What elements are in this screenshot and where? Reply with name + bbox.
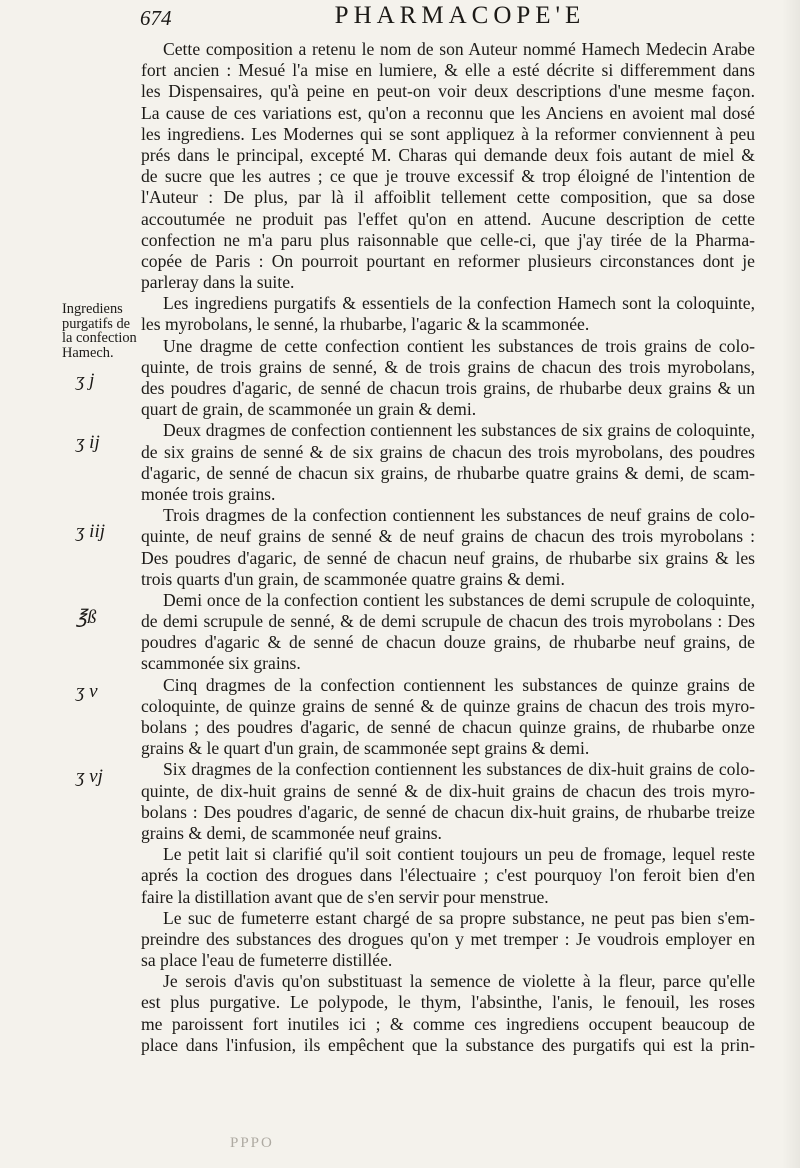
text-line: quart de grain, de scammonée un grain & demi. <box>141 399 477 420</box>
margin-note-line: purgatifs de <box>62 315 131 332</box>
faint-bleedthrough-text: PPPO <box>230 1135 274 1151</box>
text-line: monée trois grains. <box>141 483 276 504</box>
text-line: confection ne m'a paru plus raisonnable que celle-ci, que j'ay tirée de la Pharma- <box>141 229 755 250</box>
margin-note-line: Hamech. <box>62 344 114 361</box>
dose-marker: ʒ j <box>76 370 95 391</box>
dose-marker: ʒ ij <box>76 432 100 453</box>
text-line: bolans : Des poudres d'agaric, de senné de chacun dix-huit grains, de rhubarbe treize <box>141 801 755 822</box>
text-line: La cause de ces variations est, qu'on a reconnu que les Anciens en avoient mal dosé <box>141 102 755 123</box>
text-line: des poudres d'agaric, de senné de chacun trois grains, de rhubarbe deux grains & un <box>141 378 755 398</box>
dose-marker: ʒ iij <box>76 521 106 542</box>
text-line: les ingrediens. Les Modernes qui se sont appliquez à la reformer conviennent à peu <box>141 123 755 144</box>
text-line: parleray dans la suite. <box>141 272 295 293</box>
text-line: scammonée six grains. <box>141 653 301 674</box>
text-line: fort ancien : Mesué l'a mise en lumiere, & elle a esté décrite si differemment dans <box>141 60 755 81</box>
text-line: Les ingrediens purgatifs & essentiels de la confection Hamech sont la coloquinte, <box>163 293 755 314</box>
dose-marker: ʒ vj <box>76 766 103 787</box>
text-line: prés dans le principal, excepté M. Charas qui demande deux fois autant de miel & <box>141 144 755 165</box>
text-line: trois quarts d'un grain, de scammonée quatre grains & demi. <box>141 568 565 589</box>
text-line: quinte, de dix-huit grains de senné & de dix-huit grains de chacun des trois myro- <box>141 780 755 801</box>
text-line: Six dragmes de la confection contiennent les substances de dix-huit grains de colo- <box>163 759 755 780</box>
text-line: de six grains de senné & de six grains de chacun des trois myrobolans, des poudres <box>141 441 755 462</box>
text-line: les Dispensaires, qu'à peine en peut-on voir deux descriptions d'une mesme façon. <box>141 81 755 102</box>
text-line: grains & demi, de scammonée neuf grains. <box>141 822 442 843</box>
text-line: d'agaric, de senné de chacun six grains, de rhubarbe quatre grains & demi, de scam- <box>141 462 755 483</box>
text-line: quinte, de trois grains de senné, & de trois grains de chacun des trois myrobolans, <box>141 356 755 377</box>
text-line: preindre des substances des drogues qu'on y met tremper : Je voudrois employer en <box>141 928 755 949</box>
text-line: sa place l'eau de fumeterre distillée. <box>141 950 393 971</box>
text-line: l'Auteur : De plus, par là il affoiblit tellement cette composition, que sa dose <box>141 187 755 208</box>
text-line: Demi once de la confection contient les substances de demi scrupule de coloquinte, <box>163 589 755 610</box>
text-line: accoutumée ne produit pas l'effet qu'on en attend. Aucune description de cette <box>141 208 755 229</box>
text-line: coloquinte, de quinze grains de senné & de quinze grains de chacun des trois myro- <box>141 695 755 716</box>
text-line: bolans ; des poudres d'agaric, de senné de chacun quinze grains, de rhubarbe onze <box>141 717 755 737</box>
margin-note <box>62 302 140 360</box>
text-line: Le petit lait si clarifié qu'il soit contient toujours un peu de fromage, lequel reste <box>163 844 755 865</box>
text-line: copée de Paris : On pourroit pourtant en reformer plusieurs circonstances dont je <box>141 250 755 271</box>
text-line: Cette composition a retenu le nom de son Auteur nommé Hamech Medecin Arabe <box>163 39 755 59</box>
text-line: Deux dragmes de confection contiennent les substances de six grains de coloquinte, <box>163 420 755 441</box>
margin-note-line: Ingrediens <box>62 301 123 317</box>
running-title: PHARMACOPE'E <box>334 2 586 29</box>
text-line: poudres d'agaric & de senné de chacun douze grains, de rhubarbe neuf grains, de <box>141 632 755 653</box>
text-line: aprés la coction des drogues dans l'électuaire ; c'est pourquoy l'on feroit bien d'en <box>141 865 755 886</box>
text-line: de sucre que les autres ; ce que je trouve excessif & trop éloigné de l'intention de <box>141 166 755 187</box>
page-number: 674 <box>140 6 172 30</box>
text-line: place dans l'infusion, ils empêchent que la substance des purgatifs qui est la prin- <box>141 1034 755 1055</box>
text-line: quinte, de neuf grains de senné & de neuf grains de chacun des trois myrobolans : <box>141 526 755 547</box>
dose-marker: ʒ v <box>76 681 98 702</box>
text-line: est plus purgative. Le polypode, le thym, l'absinthe, l'anis, le fenouil, les roses <box>141 992 755 1013</box>
text-line: Cinq dragmes de la confection contiennent les substances de quinze grains de <box>163 674 755 695</box>
text-line: Trois dragmes de la confection contiennent les substances de neuf grains de colo- <box>163 505 755 526</box>
text-line: Une dragme de cette confection contient les substances de trois grains de colo- <box>163 335 755 356</box>
text-line: de demi scrupule de senné, & de demi scrupule de chacun des trois myrobolans : Des <box>141 611 755 632</box>
left-margin <box>0 0 140 1168</box>
page-edge-shadow <box>782 0 800 1168</box>
text-line: faire la distillation avant que de s'en servir pour menstrue. <box>141 886 549 907</box>
dose-marker: ℥ß <box>76 607 97 628</box>
text-line: Le suc de fumeterre estant chargé de sa propre substance, ne peut pas bien s'em- <box>163 907 755 928</box>
text-line: grains & le quart d'un grain, de scammonée sept grains & demi. <box>141 738 590 759</box>
text-line: me paroissent fort inutiles ici ; & comme ces ingrediens occupent beaucoup de <box>141 1013 755 1034</box>
body-text <box>141 39 755 1056</box>
page-header <box>140 2 780 30</box>
text-line: les myrobolans, le senné, la rhubarbe, l'agaric & la scammonée. <box>141 314 590 335</box>
margin-note-line: la confection <box>62 330 137 346</box>
text-line: Je serois d'avis qu'on substituast la semence de violette à la fleur, parce qu'elle <box>163 971 755 992</box>
text-line: Des poudres d'agaric, de senné de chacun neuf grains, de rhubarbe six grains & les <box>141 547 755 568</box>
